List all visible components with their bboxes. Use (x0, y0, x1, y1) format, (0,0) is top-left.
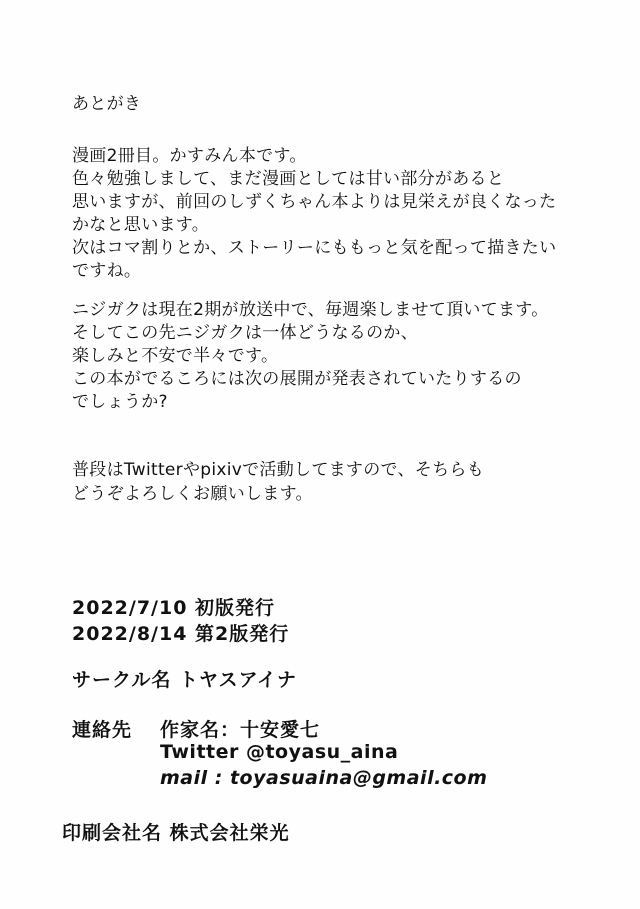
twitter-handle: Twitter @toyasu_aina (160, 741, 399, 763)
afterword-p2-line-1: ニジガクは現在2期が放送中で、毎週楽しませて頂いてます。 (72, 300, 549, 320)
afterword-p2-line-3: 楽しみと不安で半々です。 (72, 346, 279, 366)
afterword-p2-line-4: この本がでるころには次の展開が発表されていたりするの (72, 369, 522, 389)
afterword-p1-line-6: ですね。 (72, 261, 142, 281)
afterword-p1-line-3: 思いますが、前回のしずくちゃん本よりは見栄えが良くなった (72, 192, 557, 212)
afterword-p3-line-1: 普段はTwitterやpixivで活動してますので、そちらも (72, 460, 484, 480)
first-edition-date: 2022/7/10 初版発行 (72, 597, 276, 619)
mail-address: mail : toyasuaina@gmail.com (160, 767, 488, 789)
afterword-p1-line-4: かなと思います。 (72, 215, 210, 235)
printer-name: 印刷会社名 株式会社栄光 (62, 822, 290, 844)
afterword-heading: あとがき (72, 94, 142, 114)
author-name: 作家名：十安愛七 (160, 719, 321, 741)
afterword-p2-line-5: でしょうか? (72, 392, 168, 412)
circle-name: サークル名 トヤスアイナ (72, 669, 297, 691)
afterword-p1-line-5: 次はコマ割りとか、ストーリーにももっと気を配って描きたい (72, 238, 557, 258)
afterword-p2-line-2: そしてこの先ニジガクは一体どうなるのか、 (72, 323, 418, 343)
afterword-p1-line-2: 色々勉強しまして、まだ漫画としては甘い部分があると (72, 169, 505, 189)
afterword-p3-line-2: どうぞよろしくお願いします。 (72, 484, 313, 504)
second-edition-date: 2022/8/14 第2版発行 (72, 623, 290, 645)
contact-label: 連絡先 (72, 719, 133, 741)
afterword-p1-line-1: 漫画2冊目。かすみん本です。 (72, 146, 307, 166)
